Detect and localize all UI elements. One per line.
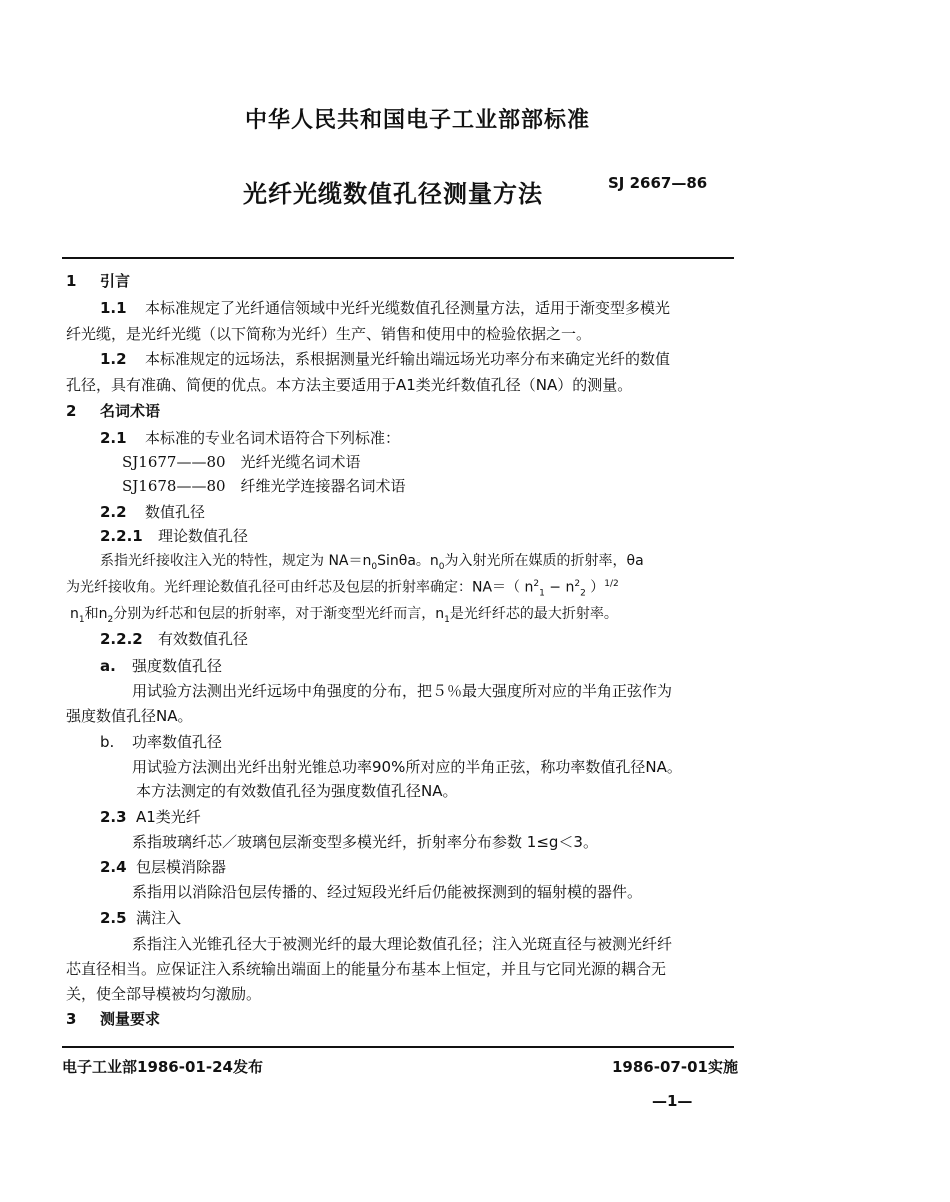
item-b-label: b.: [100, 733, 115, 751]
clause-2-5-line-1: 系指注入光锥孔径大于被测光纤的最大理论数值孔径；注入光斑直径与被测光纤纤: [132, 935, 673, 953]
clause-2-5-line-2: 芯直径相当。应保证注入系统输出端面上的能量分布基本上恒定，并且与它同光源的耦合无: [66, 960, 667, 978]
clause-2-2-1-number: 2.2.1: [100, 527, 143, 545]
item-a-label: a.: [100, 657, 116, 675]
clause-1-1-line-1: 本标准规定了光纤通信领域中光纤光缆数值孔径测量方法，适用于渐变型多模光: [145, 299, 671, 317]
clause-2-5-number: 2.5: [100, 909, 127, 927]
standard-number: SJ 2667—86: [608, 174, 708, 192]
section-3-number: 3: [66, 1010, 77, 1028]
item-b-line-2: 本方法测定的有效数值孔径为强度数值孔径NA。: [136, 782, 458, 800]
doc-title: 光纤光缆数值孔径测量方法: [243, 180, 543, 208]
clause-2-1-text: 本标准的专业名词术语符合下列标准：: [145, 429, 401, 447]
reference-standard-2: SJ1678——80 纤维光学连接器名词术语: [122, 477, 406, 495]
item-a-title: 强度数值孔径: [132, 657, 223, 675]
clause-2-5-text: 满注入: [136, 909, 182, 927]
clause-2-3-text: A1类光纤: [136, 808, 201, 826]
item-b-line-1: 用试验方法测出光纤出射光锥总功率90%所对应的半角正弦，称功率数值孔径NA。: [132, 758, 682, 776]
section-3-heading: 测量要求: [100, 1010, 161, 1028]
clause-2-2-1-text: 理论数值孔径: [158, 527, 249, 545]
item-a-line-1: 用试验方法测出光纤远场中角强度的分布，把５％最大强度所对应的半角正弦作为: [132, 682, 673, 700]
clause-1-2-number: 1.2: [100, 350, 127, 368]
issue-date: 电子工业部1986-01-24发布: [62, 1058, 263, 1076]
clause-2-4-line-1: 系指用以消除沿包层传播的、经过短段光纤后仍能被探测到的辐射模的器件。: [132, 883, 643, 901]
item-a-line-2: 强度数值孔径NA。: [66, 707, 193, 725]
clause-1-2-line-1: 本标准规定的远场法，系根据测量光纤输出端远场光功率分布来确定光纤的数值: [145, 350, 671, 368]
reference-standard-1: SJ1677——80 光纤光缆名词术语: [122, 453, 361, 471]
clause-2-3-number: 2.3: [100, 808, 127, 826]
clause-2-5-line-3: 关，使全部导模被均匀激励。: [66, 985, 262, 1003]
section-2-number: 2: [66, 402, 77, 420]
bottom-rule: [62, 1046, 734, 1048]
clause-2-1-number: 2.1: [100, 429, 127, 447]
clause-1-1-number: 1.1: [100, 299, 127, 317]
clause-2-4-number: 2.4: [100, 858, 127, 876]
clause-2-2-1-line-1: 系指光纤接收注入光的特性，规定为 $NA=n_0Sin\theta a$。$n_0$为入射光所在媒质的折射率，θa: [100, 553, 644, 572]
effective-date: 1986-07-01实施: [612, 1058, 738, 1076]
item-b-title: 功率数值孔径: [132, 733, 223, 751]
org-title: 中华人民共和国电子工业部部标准: [245, 108, 591, 133]
clause-1-2-line-2: 孔径，具有准确、简便的优点。本方法主要适用于A1类光纤数值孔径（NA）的测量。: [66, 376, 633, 394]
clause-2-2-2-text: 有效数值孔径: [158, 630, 249, 648]
clause-2-2-1-line-2: 为光纤接收角。光纤理论数值孔径可由纤芯及包层的折射率确定：NA＝（ $n^2_1 - n^2_2$ ）$^{1/2}$: [66, 579, 619, 599]
clause-2-2-number: 2.2: [100, 503, 127, 521]
top-rule: [62, 257, 734, 259]
clause-2-2-text: 数值孔径: [145, 503, 206, 521]
clause-1-1-line-2: 纤光缆，是光纤光缆（以下简称为光纤）生产、销售和使用中的检验依据之一。: [66, 325, 592, 343]
section-2-heading: 名词术语: [100, 402, 161, 420]
section-1-heading: 引言: [100, 272, 131, 290]
clause-2-2-2-number: 2.2.2: [100, 630, 143, 648]
clause-2-3-line-1: 系指玻璃纤芯／玻璃包层渐变型多模光纤，折射率分布参数 1≤g＜3。: [132, 833, 598, 851]
clause-2-2-1-line-3: $n_1$和$n_2$分别为纤芯和包层的折射率，对于渐变型光纤而言，$n_1$是光纤纤芯的最大折射率。: [70, 606, 618, 625]
page-number: —1—: [652, 1092, 693, 1110]
section-1-number: 1: [66, 272, 77, 290]
clause-2-4-text: 包层模消除器: [136, 858, 227, 876]
